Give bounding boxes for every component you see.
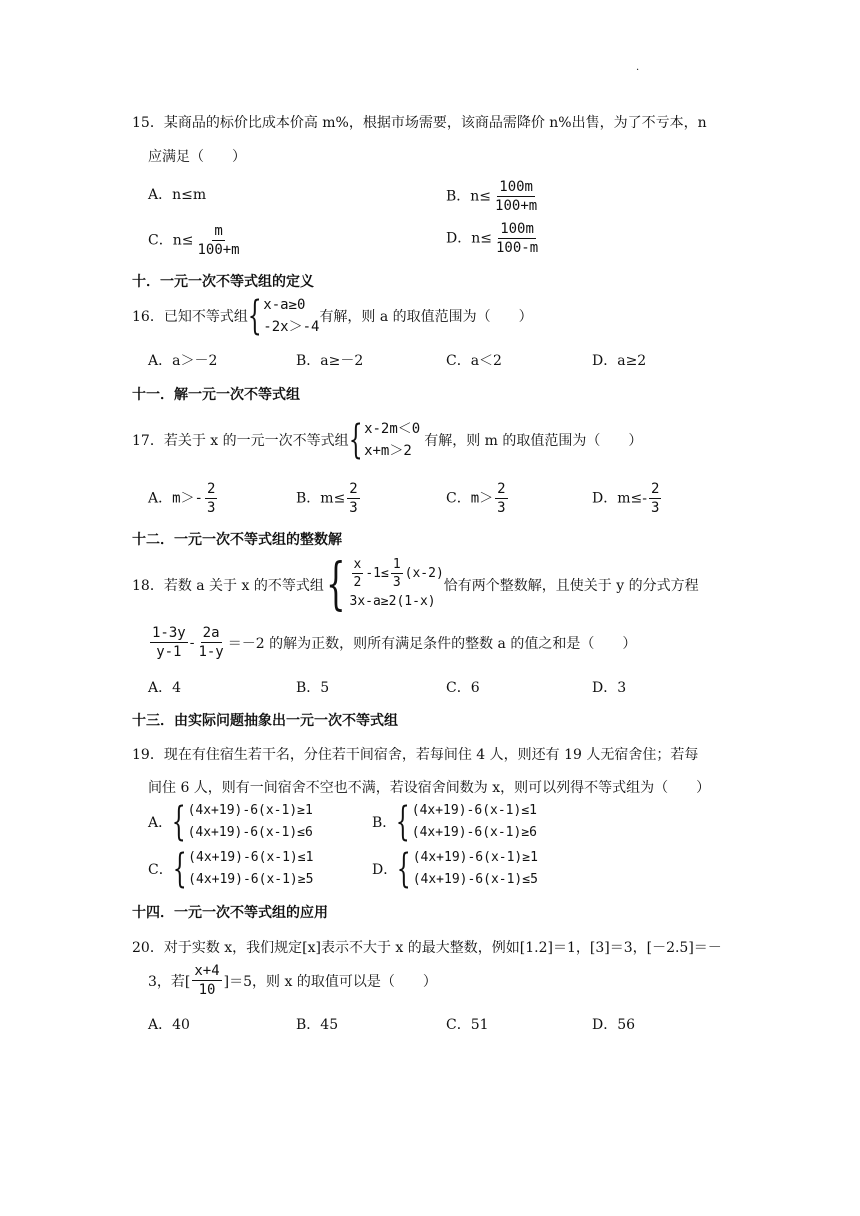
q16-pre: 16．已知不等式组	[132, 309, 248, 325]
q16-stem	[132, 294, 533, 338]
q16-system: { x-a≥0 -2x＞-4	[247, 293, 320, 339]
q15-stem-line1: 15．某商品的标价比成本价高 m%，根据市场需要，该商品需降价 n%出售，为了不亏本，n	[132, 115, 707, 131]
q15-c-label: C．n≤	[148, 232, 194, 249]
q20-option-b: B．45	[296, 1017, 339, 1033]
page-mark: .	[636, 62, 640, 73]
q15-d-fraction: $\frac{100m}{100-m}$	[495, 221, 539, 256]
q18-stem-line2: $\frac{1-3y}{y-1}$ - $\frac{2a}{1-y}$ ＝－2 的解为正数，则所有满足条件的整数 a 的值之和是（ ）	[152, 625, 637, 660]
q19-option-c: C． { (4x+19)-6(x-1)≤1 (4x+19)-6(x-1)≥5	[148, 846, 314, 892]
q15-option-a: A．n≤m	[148, 187, 207, 203]
q19-stem-line1: 19．现在有住宿生若干名，分住若干间宿舍，若每间住 4 人，则还有 19 人无宿舍住；若每	[132, 747, 699, 763]
q18-option-a: A．4	[148, 680, 182, 696]
section-13-heading: 十三．由实际问题抽象出一元一次不等式组	[132, 713, 398, 729]
q16-post: 有解，则 a 的取值范围为（ ）	[319, 309, 533, 325]
q17-option-c: C．m＞ $\frac{2}{3}$	[446, 481, 506, 516]
q17-option-b: B．m≤ $\frac{2}{3}$	[296, 481, 358, 516]
q15-c-fraction: $\frac{m}{100+m}$	[197, 223, 240, 258]
q16-option-b: B．a≥－2	[296, 353, 364, 369]
q18-pre: 18．若数 a 关于 x 的不等式组	[132, 578, 324, 594]
q16-option-a: A．a＞－2	[148, 353, 218, 369]
q19-option-b: B． { (4x+19)-6(x-1)≤1 (4x+19)-6(x-1)≥6	[372, 799, 537, 845]
q17-option-a: A．m＞- $\frac{2}{3}$	[148, 481, 216, 516]
q20-option-a: A．40	[148, 1017, 190, 1033]
q20-stem-line2: 3，若[ $\frac{x+4}{10}$ ]＝5，则 x 的取值可以是（ ）	[148, 963, 437, 998]
q18-system: { $\frac{x}{2}$ -1≤ $\frac{1}{3}$ (x-2) 3x-a≥2(1-x)	[325, 552, 444, 617]
section-10-heading: 十．一元一次不等式组的定义	[132, 274, 314, 290]
section-12-heading: 十二．一元一次不等式组的整数解	[132, 532, 342, 548]
q20-stem-line1: 20．对于实数 x，我们规定[x]表示不大于 x 的最大整数，例如[1.2]＝1，[3]＝3，[－2.5]＝－	[132, 940, 722, 956]
q20-option-d: D．56	[592, 1017, 636, 1033]
q15-d-label: D．n≤	[446, 230, 492, 247]
q18-post: 恰有两个整数解，且使关于 y 的分式方程	[443, 578, 699, 594]
q19-stem-line2: 间住 6 人，则有一间宿舍不空也不满，若设宿舍间数为 x，则可以列得不等式组为（ ）	[148, 780, 711, 796]
q16-option-d: D．a≥2	[592, 353, 647, 369]
q19-option-d: D． { (4x+19)-6(x-1)≥1 (4x+19)-6(x-1)≤5	[372, 846, 538, 892]
q17-system: { x-2m＜0 x+m＞2	[348, 417, 421, 463]
q18-stem	[132, 552, 699, 617]
q18-post2: ＝－2 的解为正数，则所有满足条件的整数 a 的值之和是（ ）	[227, 635, 637, 652]
q15-b-fraction: $\frac{100m}{100+m}$	[495, 179, 538, 214]
q17-stem	[132, 418, 642, 462]
q20-option-c: C．51	[446, 1017, 489, 1033]
q15-b-label: B．n≤	[446, 188, 492, 205]
q18-option-b: B．5	[296, 680, 330, 696]
q15-option-d	[446, 222, 542, 255]
q17-pre: 17．若关于 x 的一元一次不等式组	[132, 433, 349, 449]
q15-option-b	[446, 180, 541, 213]
q15-stem-line2: 应满足（ ）	[148, 149, 246, 165]
q18-option-c: C．6	[446, 680, 480, 696]
q16-option-c: C．a＜2	[446, 353, 502, 369]
q18-option-d: D．3	[592, 680, 627, 696]
section-11-heading: 十一．解一元一次不等式组	[132, 387, 300, 403]
q17-post: 有解，则 m 的取值范围为（ ）	[424, 433, 643, 449]
q17-option-d: D．m≤- $\frac{2}{3}$	[592, 481, 660, 516]
q19-option-a: A． { (4x+19)-6(x-1)≥1 (4x+19)-6(x-1)≤6	[148, 799, 313, 845]
section-14-heading: 十四．一元一次不等式组的应用	[132, 905, 328, 921]
q15-option-c	[148, 224, 244, 257]
